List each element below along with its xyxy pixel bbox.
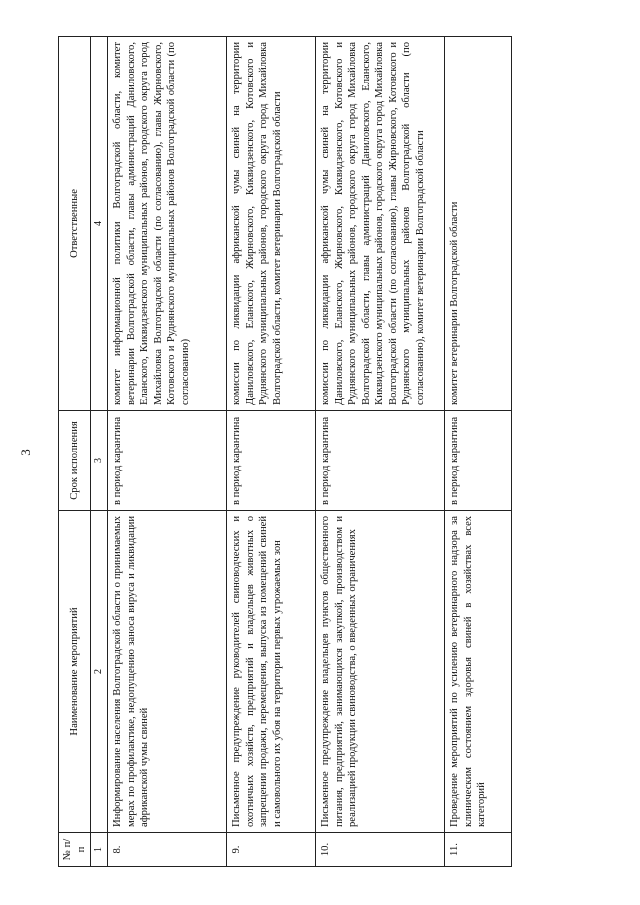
- header-name: Наименование мероприятий: [59, 511, 91, 833]
- measure-name: Информирование населения Волгоградской области о принимаемых мерах по профилактике, недопущению заноса вируса и ликвидации африканской чумы свиней: [108, 511, 227, 833]
- measure-responsible: комиссии по ликвидации африканской чумы свиней на территории Даниловского, Еланского, Жирновского, Киквидзенского, Котовского и Руднянского муниципальных районов, городского округа город Михайловка Волгоградской области, комитет ветеринарии Волгоградской области: [227, 37, 316, 411]
- header-responsible: Ответственные: [59, 37, 91, 411]
- measures-table: [58, 36, 512, 867]
- measure-term: в период карантина: [445, 411, 512, 511]
- column-number: 1: [91, 833, 108, 867]
- table-row: [227, 37, 316, 867]
- measure-responsible: комитет ветеринарии Волгоградской области: [445, 37, 512, 411]
- column-number: 4: [91, 37, 108, 411]
- measure-name: Письменное предупреждение руководителей свиноводческих и охотничьих хозяйств, предприятий и владельцев животных о запрещении продажи, перемещения, выпуска из помещений свиней и самовольного их убоя на территории первых угрожаемых зон: [227, 511, 316, 833]
- row-number: 8.: [108, 833, 227, 867]
- measure-name: Проведение мероприятий по усилению ветеринарного надзора за клиническим состоянием здоровья свиней в хозяйствах всех категорий: [445, 511, 512, 833]
- header-term: Срок исполнения: [59, 411, 91, 511]
- table-row: [445, 37, 512, 867]
- measure-term: в период карантина: [227, 411, 316, 511]
- table-row: [316, 37, 445, 867]
- measure-responsible: комитет информационной политики Волгоградской области, комитет ветеринарии Волгоградской области, главы администраций Даниловского, Еланского, Киквидзенского муниципальных районов, городского округа город Михайловка Волгоградской области (по согласованию), главы Жирновского, Котовского и Руднянского муниципальных районов Волгоградской области (по согласованию): [108, 37, 227, 411]
- page-number: 3: [18, 449, 33, 456]
- measure-term: в период карантина: [316, 411, 445, 511]
- table-row: [108, 37, 227, 867]
- column-number-row: [91, 37, 108, 867]
- measure-responsible: комиссии по ликвидации африканской чумы свиней на территории Даниловского, Еланского, Жирновского, Киквидзенского, Котовского и Руднянского муниципальных районов, городского округа город Михайловка Волгоградской области, главы администраций Даниловского, Еланского, Киквидзенского муниципальных районов, городского округа город Михайловка Волгоградской области (по согласованию), главы Жирновского, Котовского и Руднянского муниципальных районов Волгоградской области (по согласованию), комитет ветеринарии Волгоградской области: [316, 37, 445, 411]
- row-number: 9.: [227, 833, 316, 867]
- row-number: 11.: [445, 833, 512, 867]
- table-header-row: [59, 37, 91, 867]
- header-number: № п/п: [59, 833, 91, 867]
- row-number: 10.: [316, 833, 445, 867]
- measure-name: Письменное предупреждение владельцев пунктов общественного питания, предприятий, занимающихся закупкой, производством и реализацией продукции свиноводства, о введенных ограничениях: [316, 511, 445, 833]
- column-number: 2: [91, 511, 108, 833]
- column-number: 3: [91, 411, 108, 511]
- measure-term: в период карантина: [108, 411, 227, 511]
